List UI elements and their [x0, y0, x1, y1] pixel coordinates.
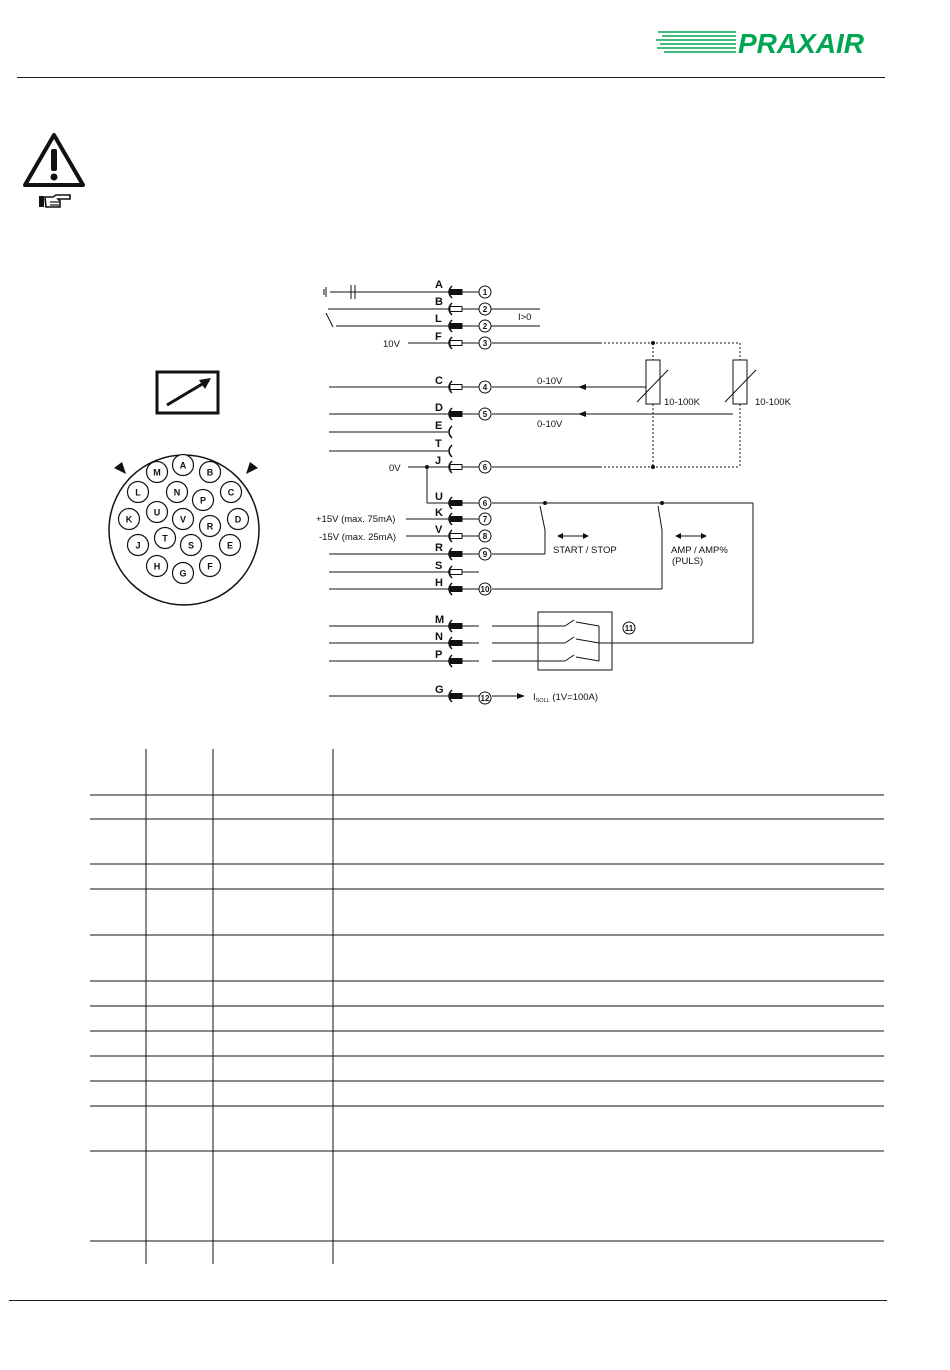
connector-pin-label: K	[125, 514, 133, 525]
svg-text:J: J	[435, 455, 442, 467]
svg-text:S: S	[435, 560, 443, 572]
svg-text:10: 10	[480, 585, 490, 594]
connector-pin-label: P	[199, 495, 207, 506]
connector-pin-label: B	[206, 467, 214, 478]
connector-pin-label: J	[135, 540, 141, 551]
svg-text:0-10V: 0-10V	[537, 376, 563, 387]
svg-text:B: B	[435, 296, 443, 308]
svg-text:3: 3	[482, 339, 488, 348]
svg-text:2: 2	[482, 305, 488, 314]
connector-pin-label: E	[226, 540, 234, 551]
svg-text:C: C	[435, 375, 443, 387]
svg-text:12: 12	[480, 694, 490, 703]
connector-pin-label: H	[153, 561, 161, 572]
svg-text:A: A	[435, 279, 443, 291]
svg-text:H: H	[435, 577, 443, 589]
svg-text:6: 6	[482, 499, 488, 508]
svg-text:10V: 10V	[383, 339, 400, 350]
connector-pin-label: G	[179, 568, 187, 579]
svg-text:START / STOP: START / STOP	[553, 545, 617, 556]
svg-text:-15V (max. 25mA): -15V (max. 25mA)	[319, 532, 397, 543]
svg-text:G: G	[435, 684, 444, 696]
logo-wordmark: PRAXAIR	[738, 28, 865, 59]
svg-text:E: E	[435, 420, 443, 432]
svg-text:N: N	[435, 631, 443, 643]
svg-text:11: 11	[624, 624, 634, 633]
svg-text:T: T	[435, 438, 442, 450]
svg-text:0V: 0V	[389, 463, 401, 474]
connector-pin-label: N	[173, 487, 181, 498]
svg-text:M: M	[435, 614, 445, 626]
svg-text:(PULS): (PULS)	[672, 556, 704, 567]
svg-text:1: 1	[482, 288, 488, 297]
svg-text:I>0: I>0	[518, 312, 532, 323]
connector-pin-label: S	[187, 540, 195, 551]
svg-text:L: L	[435, 313, 442, 325]
svg-text:AMP / AMP%: AMP / AMP%	[671, 545, 728, 556]
connector-pin-label: V	[179, 514, 187, 525]
connector-pin-label: C	[227, 487, 235, 498]
svg-text:8: 8	[482, 532, 488, 541]
svg-text:2: 2	[482, 322, 488, 331]
svg-text:+15V (max. 75mA): +15V (max. 75mA)	[316, 514, 396, 525]
svg-text:5: 5	[482, 410, 488, 419]
connector-pin-label: F	[207, 561, 213, 572]
footer-rule	[9, 1300, 887, 1301]
svg-text:ISOLL (1V=100A): $I_{SOLL}$ (1V=100A)	[533, 692, 599, 704]
connector-pin-label: U	[153, 507, 161, 518]
svg-text:10-100K: 10-100K	[664, 397, 700, 408]
svg-text:9: 9	[482, 550, 488, 559]
svg-text:4: 4	[482, 383, 488, 392]
svg-text:10-100K: 10-100K	[755, 397, 791, 408]
svg-text:D: D	[435, 402, 443, 414]
svg-text:0-10V: 0-10V	[537, 419, 563, 430]
svg-text:F: F	[435, 331, 442, 343]
connector-pin-label: M	[153, 467, 161, 478]
connector-pin-label: T	[162, 533, 168, 544]
svg-text:U: U	[435, 491, 443, 503]
svg-text:V: V	[435, 524, 443, 536]
svg-text:K: K	[435, 507, 443, 519]
svg-text:P: P	[435, 649, 443, 661]
connector-pin-label: D	[234, 514, 242, 525]
connector-pin-label: R	[206, 521, 214, 532]
svg-text:7: 7	[482, 515, 488, 524]
connector-pin-label: A	[179, 460, 187, 471]
svg-text:R: R	[435, 542, 443, 554]
connector-pin-label: L	[135, 487, 141, 498]
svg-text:6: 6	[482, 463, 488, 472]
